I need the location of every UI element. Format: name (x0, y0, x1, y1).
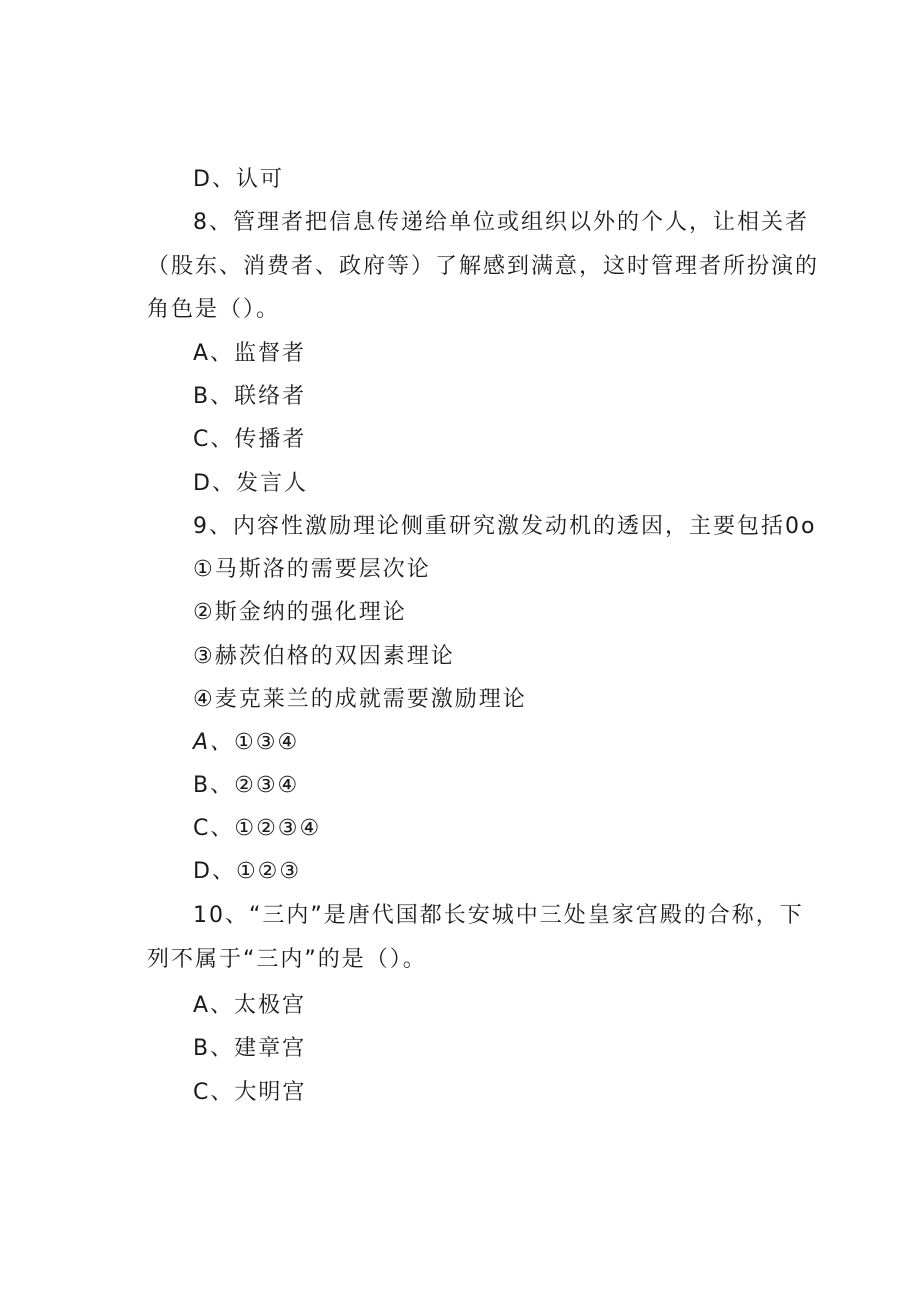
q10-stem-line-1: 10、“三内”是唐代国都长安城中三处皇家宫殿的合称，下 (193, 903, 804, 928)
q10-stem-line-2: 列不属于“三内”的是（）。 (147, 947, 427, 972)
q9-item-3: ③赫茨伯格的双因素理论 (193, 644, 455, 669)
q9-option-c: C、①②③④ (193, 816, 322, 841)
q9-item-2: ②斯金纳的强化理论 (193, 600, 407, 625)
q8-option-d: D、发言人 (193, 471, 308, 496)
q8-stem-line-1: 8、管理者把信息传递给单位或组织以外的个人，让相关者 (193, 210, 809, 235)
q8-option-b: B、联络者 (193, 384, 307, 409)
q7-option-d: D、认可 (193, 167, 284, 192)
q9-option-b: B、②③④ (193, 773, 300, 798)
q10-option-b: B、建章宫 (193, 1036, 307, 1061)
q8-option-c: C、传播者 (193, 427, 307, 452)
q10-option-c: C、大明宫 (193, 1080, 307, 1105)
q8-option-a: A、监督者 (193, 341, 307, 366)
q9-stem: 9、内容性激励理论侧重研究激发动机的透因，主要包括0o (193, 514, 817, 539)
q9-item-4: ④麦克莱兰的成就需要激励理论 (193, 687, 527, 712)
q9-option-a: A、①③④ (193, 730, 300, 755)
q8-stem-line-3: 角色是（）。 (147, 297, 281, 322)
q9-item-1: ①马斯洛的需要层次论 (193, 557, 431, 582)
q10-option-a: A、太极宫 (193, 993, 307, 1018)
q9-option-d: D、①②③ (193, 859, 302, 884)
q8-stem-line-2: （股东、消费者、政府等）了解感到满意，这时管理者所扮演的 (147, 254, 820, 279)
